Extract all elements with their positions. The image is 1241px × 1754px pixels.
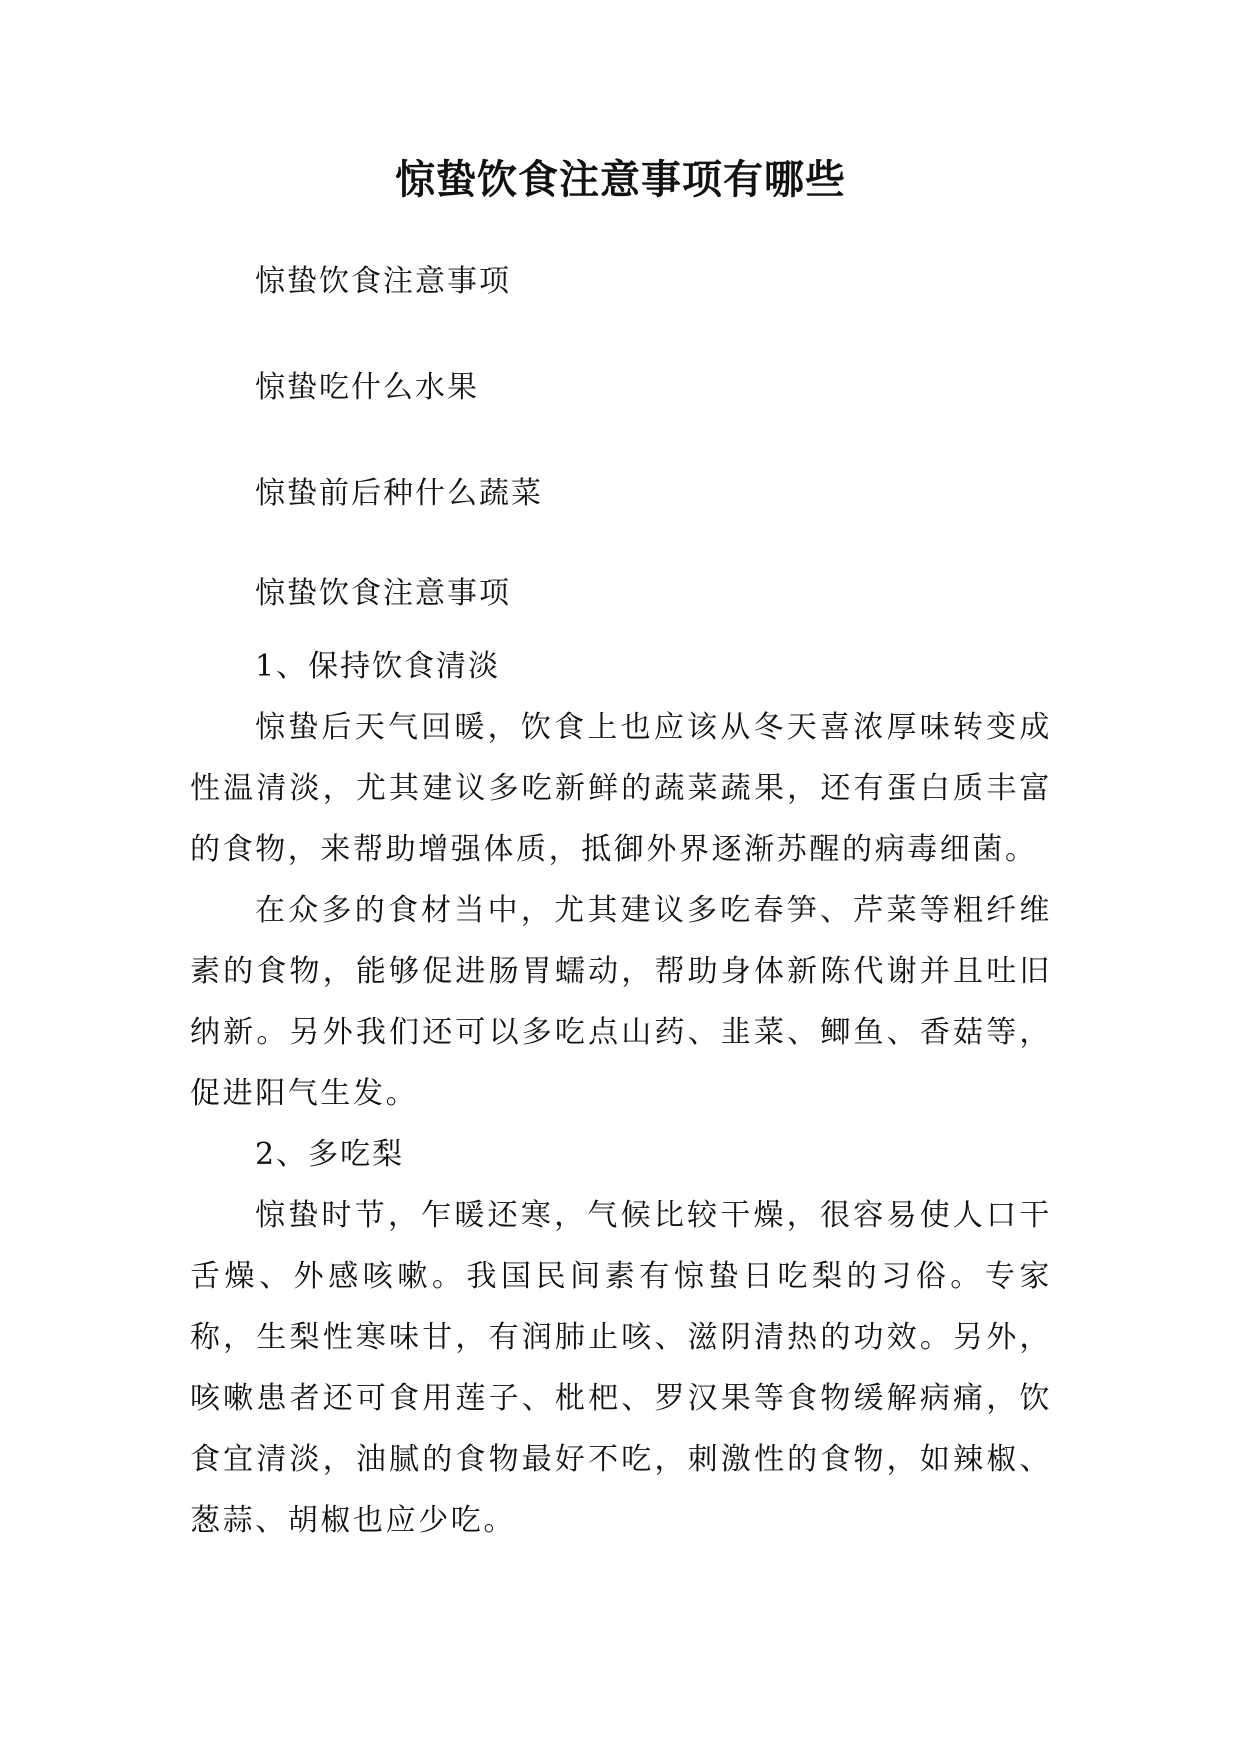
subheading-light-diet: 1、保持饮食清淡	[255, 649, 501, 684]
section-heading: 惊蛰饮食注意事项	[255, 576, 511, 611]
section-body	[190, 636, 1052, 1551]
paragraph-fiber-foods: 在众多的食材当中，尤其建议多吃春笋、芹菜等粗纤维素的食物，能够促进肠胃蠕动，帮助身体新陈代谢并且吐旧纳新。另外我们还可以多吃点山药、韭菜、鲫鱼、香菇等，促进阳气生发。	[190, 893, 1052, 1111]
paragraph-eat-pears: 惊蛰时节，乍暖还寒，气候比较干燥，很容易使人口干舌燥、外感咳嗽。我国民间素有惊蛰日吃梨的习俗。专家称，生梨性寒味甘，有润肺止咳、滋阴清热的功效。另外，咳嗽患者还可食用莲子、枇杷、罗汉果等食物缓解病痛，饮食宜清淡，油腻的食物最好不吃，刺激性的食物，如辣椒、葱蒜、胡椒也应少吃。	[190, 1198, 1052, 1538]
toc-item-vegetables: 惊蛰前后种什么蔬菜	[255, 476, 543, 511]
document-title: 惊蛰饮食注意事项有哪些	[395, 156, 846, 203]
paragraph-light-diet: 惊蛰后天气回暖，饮食上也应该从冬天喜浓厚味转变成性温清淡，尤其建议多吃新鲜的蔬菜蔬果，还有蛋白质丰富的食物，来帮助增强体质，抵御外界逐渐苏醒的病毒细菌。	[190, 710, 1052, 867]
subheading-eat-pears: 2、多吃梨	[255, 1137, 405, 1172]
toc-item-fruits: 惊蛰吃什么水果	[255, 370, 479, 405]
toc-item-diet-notes: 惊蛰饮食注意事项	[255, 264, 511, 299]
